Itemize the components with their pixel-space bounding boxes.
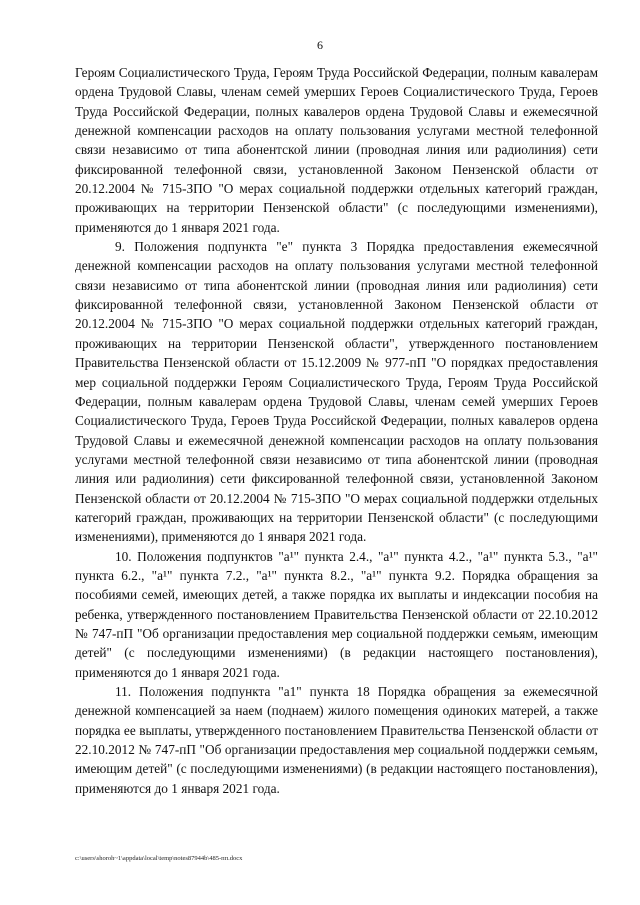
paragraph-10: 10. Положения подпунктов "а¹" пункта 2.4., "а¹" пункта 4.2., "а¹" пункта 5.3., "а¹" пункта 6.2., "а¹" пункта 7.2., "а¹" пункта 8.2., "а¹" пункта 9.2. Порядка обращения за пособиями семей, имеющих детей, а также порядка их выплаты и индексации пособия на ребенка, утвержденного постановлением Правительства Пензенской области от 22.10.2012 № 747-пП "Об организации предоставления мер социальной поддержки семьям, имеющим детей" (с последующими изменениями) (в редакции настоящего постановления), применяются до 1 января 2021 года. (75, 548, 598, 680)
paragraph-8-continued: Героям Социалистического Труда, Героям Труда Российской Федерации, полным кавалерам ордена Трудовой Славы, членам семей умерших Героев Социалистического Труда, Героев Труда Российской Федерации, полных кавалеров ордена Трудовой Славы и ежемесячной денежной компенсации расходов на оплату пользования услугами местной телефонной связи независимо от типа абонентской линии (проводная линия или радиолиния) сети фиксированной телефонной связи, установленной Законом Пензенской области от 20.12.2004 № 715-ЗПО "О мерах социальной поддержки отдельных категорий граждан, проживающих на территории Пензенской области" (с последующими изменениями), применяются до 1 января 2021 года. (75, 65, 598, 235)
paragraph-9: 9. Положения подпункта "е" пункта 3 Порядка предоставления ежемесячной денежной компенсации расходов на оплату пользования услугами местной телефонной связи независимо от типа абонентской линии (проводная линия или радиолиния) сети фиксированной телефонной связи, установленной Законом Пензенской области от 20.12.2004 № 715-ЗПО "О мерах социальной поддержки отдельных категорий граждан, проживающих на территории Пензенской области", утвержденного постановлением Правительства Пензенской области от 15.12.2009 № 977-пП "О порядках предоставления мер социальной поддержки Героям Социалистического Труда, Героям Труда Российской Федерации, полным кавалерам ордена Трудовой Славы, членам семей умерших Героев Социалистического Труда, Героев Труда Российской Федерации, полных кавалеров ордена Трудовой Славы и ежемесячной денежной компенсации расходов на оплату пользования услугами местной телефонной связи независимо от типа абонентской линии (проводная линия или радиолиния) сети фиксированной телефонной связи, установленной Законом Пензенской области от 20.12.2004 № 715-ЗПО "О мерах социальной поддержки отдельных категорий граждан, проживающих на территории Пензенской области" (с последующими изменениями), применяются до 1 января 2021 года. (75, 239, 598, 545)
paragraph-11: 11. Положения подпункта "а1" пункта 18 Порядка обращения за ежемесячной денежной компенсацией за наем (поднаем) жилого помещения одиноких матерей, а также порядка ее выплаты, утвержденного постановлением Правительства Пензенской области от 22.10.2012 № 747-пП "Об организации предоставления мер социальной поддержки семьям, имеющим детей" (с последующими изменениями) (в редакции настоящего постановления), применяются до 1 января 2021 года. (75, 684, 598, 796)
page-number: 6 (317, 38, 323, 52)
document-body (75, 63, 598, 798)
footer-file-path: c:\users\shoroh~1\appdata\local\temp\notes87944b\485-пп.docx (75, 855, 243, 862)
